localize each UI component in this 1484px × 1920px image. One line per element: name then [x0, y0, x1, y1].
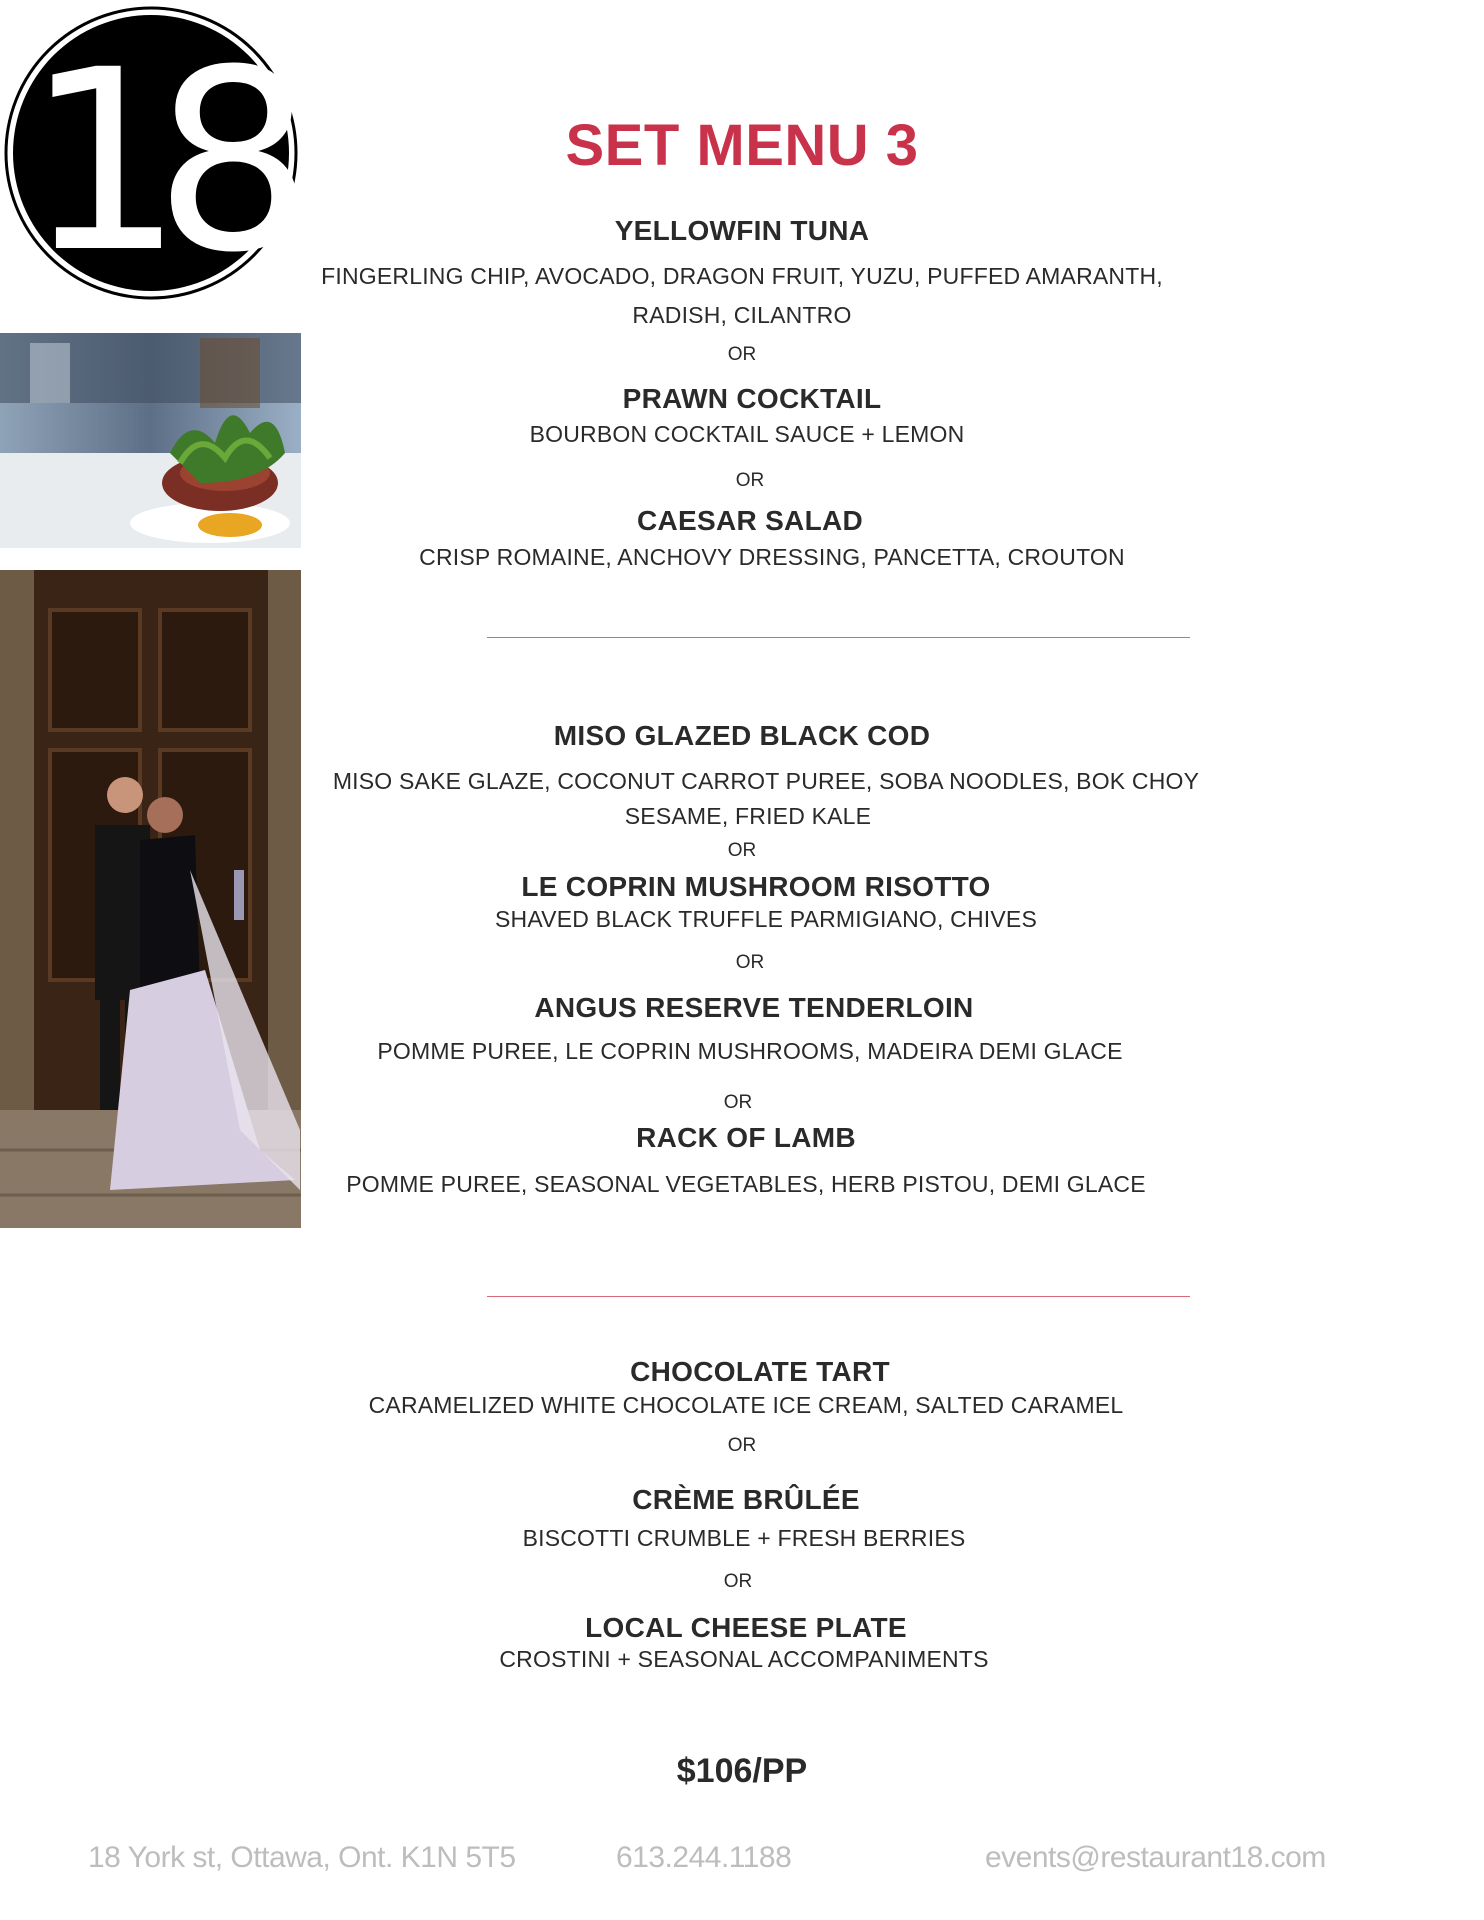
footer-address: 18 York st, Ottawa, Ont. K1N 5T5 [88, 1841, 516, 1874]
dish-description: CARAMELIZED WHITE CHOCOLATE ICE CREAM, SALTED CARAMEL [368, 1392, 1124, 1418]
dish-description: POMME PUREE, LE COPRIN MUSHROOMS, MADEIRA DEMI GLACE [377, 1038, 1123, 1064]
dish-description: BISCOTTI CRUMBLE + FRESH BERRIES [522, 1525, 966, 1551]
dish-name: YELLOWFIN TUNA [614, 215, 870, 246]
or-separator: OR [727, 344, 757, 365]
or-separator: OR [727, 1435, 757, 1456]
price-per-person: $106/PP [676, 1752, 808, 1790]
dish-name: MISO GLAZED BLACK COD [553, 720, 931, 751]
dish-description: CRISP ROMAINE, ANCHOVY DRESSING, PANCETTA, CROUTON [419, 544, 1125, 570]
dish-description: FINGERLING CHIP, AVOCADO, DRAGON FRUIT, YUZU, PUFFED AMARANTH, [321, 263, 1163, 289]
dish-description: BOURBON COCKTAIL SAUCE + LEMON [529, 421, 965, 447]
dish-description: POMME PUREE, SEASONAL VEGETABLES, HERB PISTOU, DEMI GLACE [346, 1171, 1146, 1197]
footer-phone[interactable]: 613.244.1188 [616, 1841, 792, 1874]
dish-name: PRAWN COCKTAIL [622, 383, 882, 414]
dish-name: RACK OF LAMB [636, 1122, 856, 1153]
dish-description: MISO SAKE GLAZE, COCONUT CARROT PUREE, SOBA NOODLES, BOK CHOY [332, 768, 1200, 794]
dish-name: CAESAR SALAD [636, 505, 864, 536]
or-separator: OR [727, 840, 757, 861]
footer-email[interactable]: events@restaurant18.com [985, 1841, 1326, 1874]
section-divider [487, 1296, 1190, 1297]
dish-name: CRÈME BRÛLÉE [632, 1484, 860, 1515]
dish-name: ANGUS RESERVE TENDERLOIN [534, 992, 974, 1023]
logo-text: 18 [24, 16, 284, 300]
menu-title: SET MENU 3 [565, 113, 919, 178]
dish-description: RADISH, CILANTRO [632, 302, 852, 328]
or-separator: OR [735, 470, 765, 491]
section-divider [487, 637, 1190, 638]
dish-name: CHOCOLATE TART [630, 1356, 890, 1387]
or-separator: OR [723, 1092, 753, 1113]
dish-name: LE COPRIN MUSHROOM RISOTTO [521, 871, 991, 902]
dish-description: SESAME, FRIED KALE [624, 803, 872, 829]
or-separator: OR [735, 952, 765, 973]
or-separator: OR [723, 1571, 753, 1592]
dish-description: CROSTINI + SEASONAL ACCOMPANIMENTS [499, 1646, 989, 1672]
dish-description: SHAVED BLACK TRUFFLE PARMIGIANO, CHIVES [494, 906, 1038, 932]
dish-name: LOCAL CHEESE PLATE [585, 1612, 907, 1643]
